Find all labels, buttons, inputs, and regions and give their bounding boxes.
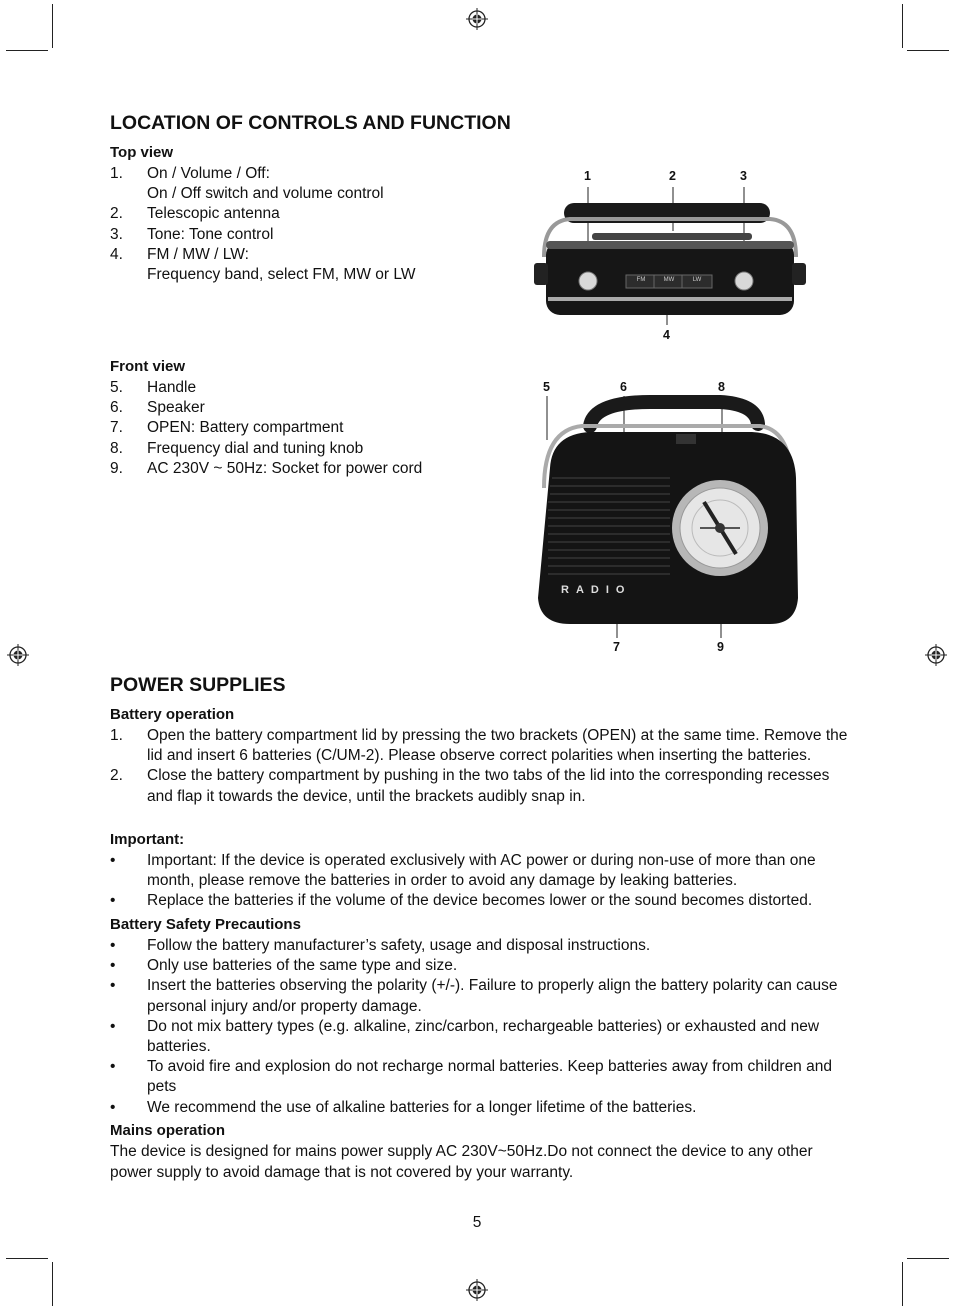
list-item: • Important: If the device is operated exclusively with AC power or during non-use of more than one month, please remove the batteries in order to avoid any damage by leaking batteries. [110, 852, 816, 890]
mains-operation-text: The device is designed for mains power supply AC 230V~50Hz.Do not connect the device to any other power supply to avoid damage that is not covered by your warranty. [110, 1143, 813, 1181]
mains-operation-heading: Mains operation [110, 1122, 226, 1139]
battery-safety-heading: Battery Safety Precautions [110, 916, 301, 933]
list-item: 6. Speaker [110, 399, 205, 417]
battery-safety-list [110, 936, 850, 1118]
callout-4: 4 [663, 328, 670, 342]
top-view-list [110, 164, 415, 285]
mw-button-label: MW [663, 277, 675, 283]
list-item: 1. On / Volume / Off: On / Off switch and volume control [110, 165, 384, 203]
callout-8: 8 [718, 380, 725, 394]
registration-mark-icon [466, 1279, 488, 1301]
list-item: 8. Frequency dial and tuning knob [110, 439, 364, 457]
crop-mark [902, 1262, 903, 1306]
callout-3: 3 [740, 169, 747, 183]
list-item: 7. OPEN: Battery compartment [110, 419, 344, 437]
radio-logo: RADIO [561, 584, 632, 596]
list-item: • Do not mix battery types (e.g. alkaline, zinc/carbon, rechargeable batteries) or exhausted and new batteries. [110, 1017, 820, 1056]
list-item: 2. Telescopic antenna [110, 205, 280, 223]
lw-button-label: LW [692, 277, 702, 283]
list-item: • Only use batteries of the same type and size. [110, 957, 458, 975]
section-title-controls: LOCATION OF CONTROLS AND FUNCTION [110, 112, 511, 134]
list-item: • Insert the batteries observing the polarity (+/-). Failure to properly align the battery polarity can cause personal injury and/or property damage. [110, 977, 838, 1015]
registration-mark-icon [466, 8, 488, 30]
crop-mark [52, 4, 53, 48]
front-view-list [110, 378, 422, 479]
list-item: 3. Tone: Tone control [110, 225, 274, 243]
list-item: • Replace the batteries if the volume of the device becomes lower or the sound becomes distorted. [110, 892, 813, 910]
registration-mark-icon [7, 644, 29, 666]
front-view-heading: Front view [110, 358, 186, 375]
crop-mark [6, 1258, 48, 1259]
callout-2: 2 [669, 169, 676, 183]
fm-button-label: FM [636, 277, 646, 283]
battery-operation-heading: Battery operation [110, 706, 235, 723]
radio-front-view-figure [530, 378, 810, 658]
important-list [110, 851, 850, 912]
radio-top-view-figure [530, 165, 810, 345]
list-item: 1. Open the battery compartment lid by pressing the two brackets (OPEN) at the same time. Remove the lid and insert 6 batteries (C/UM-2). Please observe correct polarities when inserting the batteries. [110, 727, 848, 765]
list-item: • To avoid fire and explosion do not recharge normal batteries. Keep batteries away from children and pets [110, 1058, 832, 1096]
page-number: 5 [472, 1214, 482, 1231]
callout-7: 7 [613, 640, 620, 654]
list-item: 9. AC 230V ~ 50Hz: Socket for power cord [110, 459, 423, 477]
list-item: 2. Close the battery compartment by pushing in the two tabs of the lid into the corresponding recesses and flap it towards the device, until the brackets audibly snap in. [110, 767, 830, 805]
battery-operation-list [110, 726, 850, 807]
callout-5: 5 [543, 380, 550, 394]
crop-mark [907, 50, 949, 51]
registration-mark-icon [925, 644, 947, 666]
important-heading: Important: [110, 831, 185, 848]
crop-mark [52, 1262, 53, 1306]
callout-6: 6 [620, 380, 627, 394]
crop-mark [902, 4, 903, 48]
crop-mark [907, 1258, 949, 1259]
list-item: 4. FM / MW / LW: Frequency band, select FM, MW or LW [110, 245, 416, 284]
top-view-heading: Top view [110, 144, 174, 161]
list-item: 5. Handle [110, 379, 197, 396]
list-item: • We recommend the use of alkaline batteries for a longer lifetime of the batteries. [110, 1098, 697, 1116]
section-title-power: POWER SUPPLIES [110, 674, 286, 696]
callout-9: 9 [717, 640, 724, 654]
callout-1: 1 [584, 169, 591, 183]
crop-mark [6, 50, 48, 51]
list-item: • Follow the battery manufacturer’s safety, usage and disposal instructions. [110, 937, 651, 954]
